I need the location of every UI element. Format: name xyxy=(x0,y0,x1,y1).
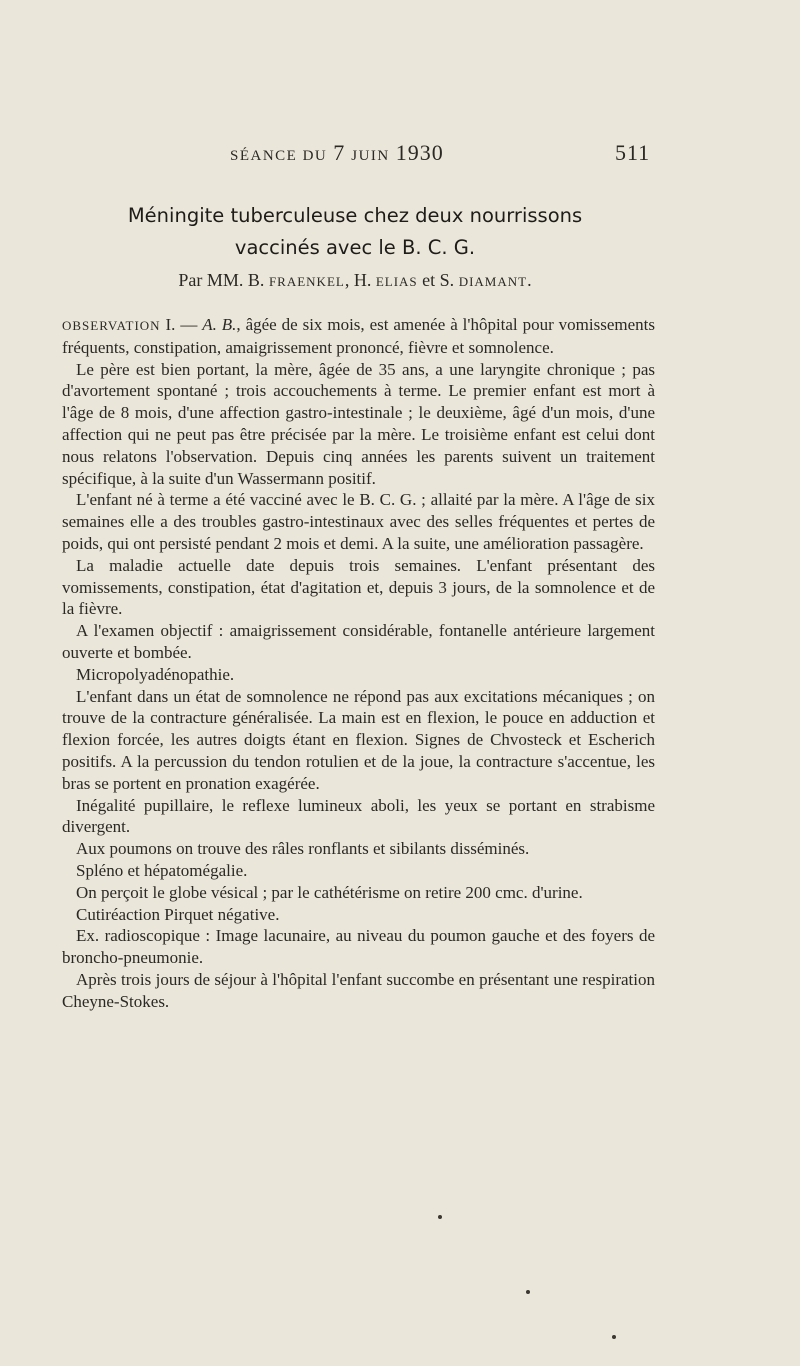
title-line-2: vaccinés avec le B. C. G. xyxy=(234,236,476,259)
ink-speck xyxy=(612,1335,616,1339)
paragraph-10: Spléno et hépatomégalie. xyxy=(76,860,248,880)
observation-label: OBSERVATION xyxy=(62,318,161,333)
paragraph-13: Ex. radioscopique : Image lacunaire, au niveau du poumon gauche et des foyers de broncho-pneumonie. xyxy=(62,926,655,968)
seance-label: SÉANCE DU xyxy=(230,148,328,164)
authors-mid-2: et S. xyxy=(417,270,455,290)
paragraph-6: Micropolyadénopathie. xyxy=(76,664,235,684)
paragraph-observation xyxy=(62,314,655,359)
paragraph-1-text: , âgée de six mois, est amenée à l'hôpital pour vomissements fréquents, constipation, amaigrissement prononcé, fièvre et somnolence. xyxy=(62,315,655,357)
author-elias: ELIAS xyxy=(375,274,418,289)
paragraph-3: L'enfant né à terme a été vacciné avec le B. C. G. ; allaité par la mère. A l'âge de six semaines elle a des troubles gastro-intestinaux avec des selles fréquentes et pertes de poids, qui ont persisté pendant 2 mois et demi. A la suite, une amélioration passagère. xyxy=(62,490,655,553)
title-line-1: Méningite tuberculeuse chez deux nourrissons xyxy=(127,204,583,227)
paragraph-12: Cutiréaction Pirquet négative. xyxy=(76,904,280,924)
page-number: 511 xyxy=(615,140,651,165)
day: 7 xyxy=(333,140,346,165)
session-date xyxy=(230,140,444,166)
authors-suffix: . xyxy=(527,270,532,290)
month: JUIN xyxy=(351,148,390,164)
paragraph-11: On perçoit le globe vésical ; par le cathétérisme on retire 200 cmc. d'urine. xyxy=(76,882,583,902)
paragraph-7: L'enfant dans un état de somnolence ne répond pas aux excitations mécaniques ; on trouve de la contracture généralisée. La main est en flexion, le pouce en adduction et flexion forcée, les autres doigts étant en flexion. Signes de Chvosteck et Escherich positifs. A la percussion du tendon rotulien et de la joue, la contracture s'accentue, les bras se portent en pronation exagérée. xyxy=(62,686,655,793)
paragraph-9: Aux poumons on trouve des râles ronflants et sibilants disséminés. xyxy=(76,839,530,859)
article-body xyxy=(62,314,655,1013)
paragraph-14: Après trois jours de séjour à l'hôpital l'enfant succombe en présentant une respiration Cheyne-Stokes. xyxy=(62,969,655,1011)
authors-prefix: Par MM. B. xyxy=(178,270,265,290)
article-title xyxy=(55,200,655,264)
authors-mid-1: , H. xyxy=(344,270,372,290)
ink-speck xyxy=(438,1215,442,1219)
author-fraenkel: FRAENKEL xyxy=(268,274,345,289)
paragraph-5: A l'examen objectif : amaigrissement considérable, fontanelle antérieure largement ouverte et bombée. xyxy=(62,621,655,662)
paragraph-8: Inégalité pupillaire, le reflexe lumineux aboli, les yeux se portant en strabisme divergent. xyxy=(62,795,655,837)
authors-line xyxy=(55,270,655,291)
author-diamant: DIAMANT xyxy=(458,274,528,289)
paragraph-2: Le père est bien portant, la mère, âgée de 35 ans, a une laryngite chronique ; pas d'avortement spontané ; trois accouchements à terme. Le premier enfant est mort à l'âge de 8 mois, d'une affection gastro-intestinale ; le deuxième, âgé d'un mois, d'une affection qui ne peut pas être précisée par la mère. Le troisième enfant est celui dont nous relatons l'observation. Depuis cinq années les parents suivent un traitement spécifique, à la suite d'un Wassermann positif. xyxy=(62,359,655,488)
patient-initials: A. B. xyxy=(202,315,237,334)
year: 1930 xyxy=(395,140,444,165)
running-header xyxy=(55,140,655,170)
observation-number: I. — xyxy=(160,315,203,334)
paragraph-4: La maladie actuelle date depuis trois semaines. L'enfant présentant des vomissements, constipation, état d'agitation et, depuis 3 jours, de la somnolence et de la fièvre. xyxy=(62,555,655,619)
ink-speck xyxy=(526,1290,530,1294)
